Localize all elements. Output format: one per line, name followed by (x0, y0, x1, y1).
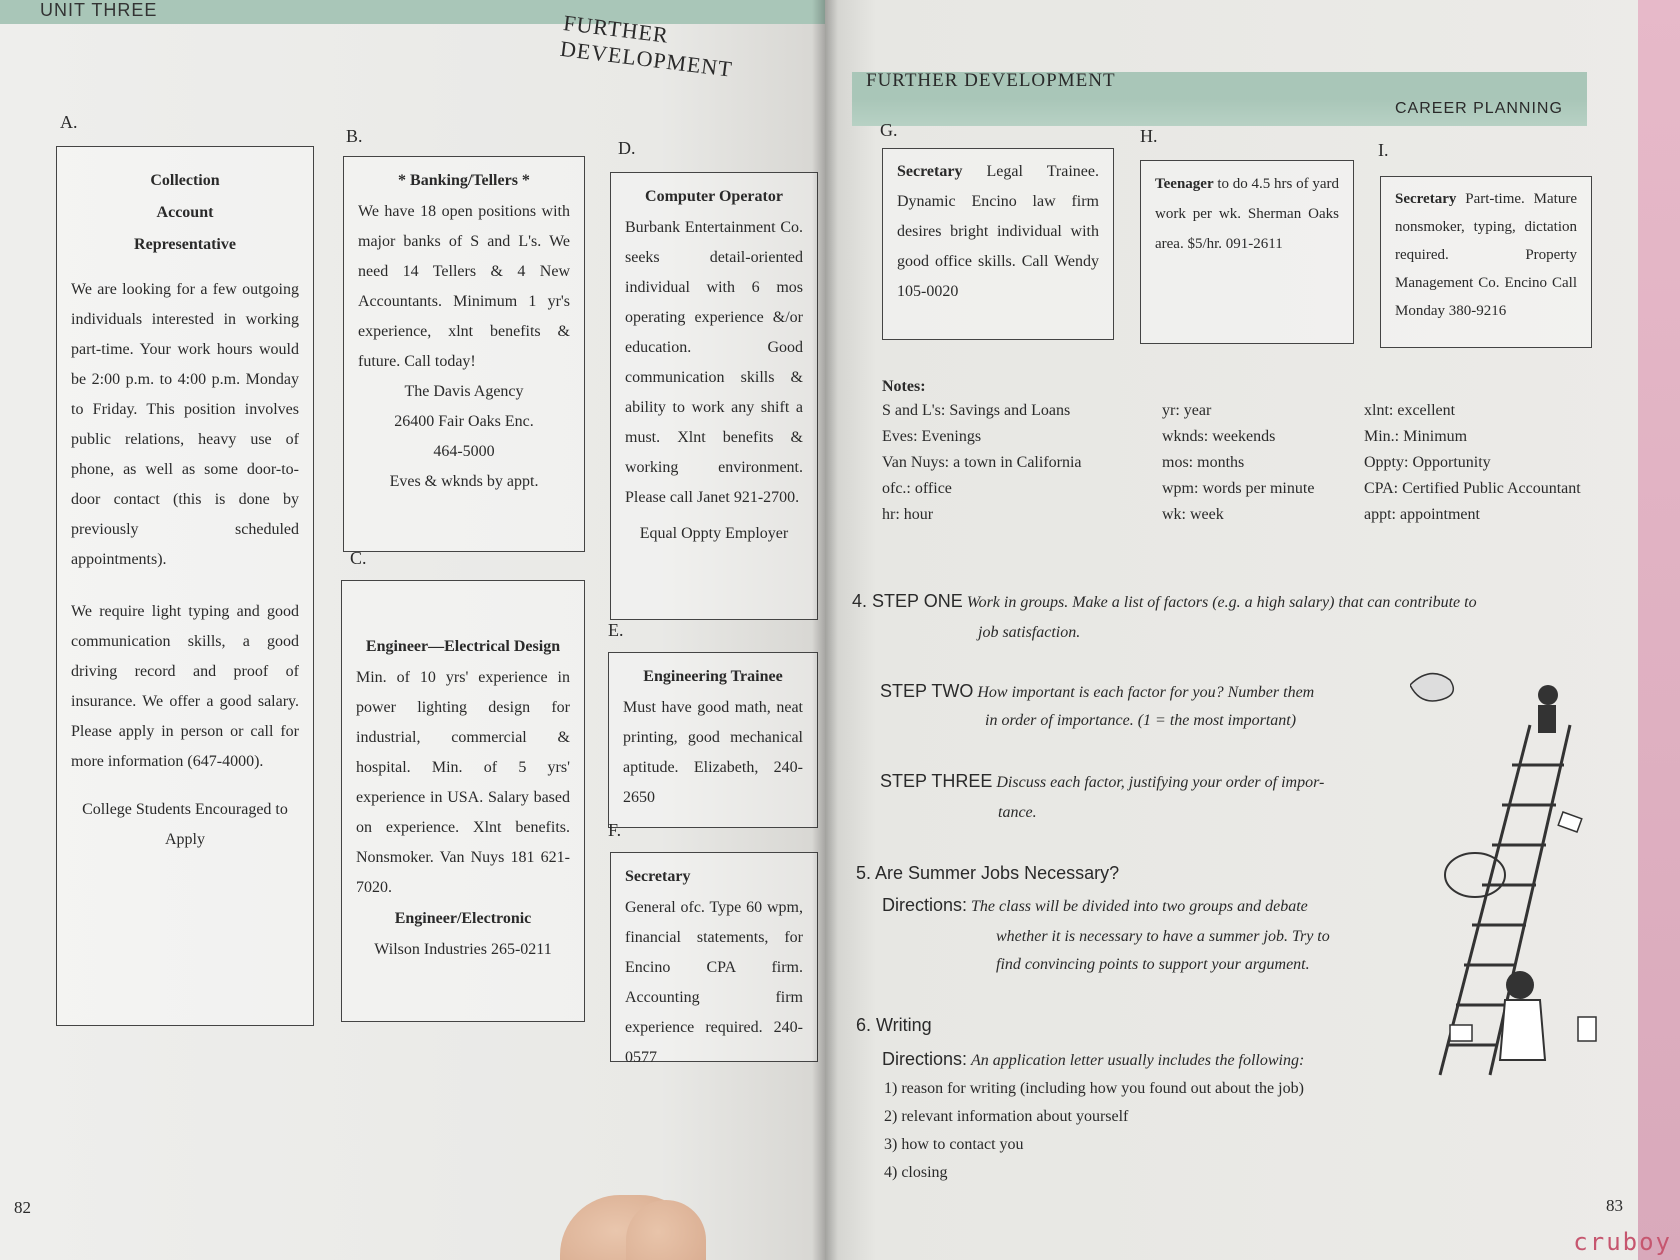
section-5-text1: The class will be divided into two groups and debate (971, 898, 1308, 915)
ad-a-head1: Collection (150, 172, 220, 189)
ad-d (610, 172, 818, 620)
note-item: wpm: words per minute (1162, 480, 1315, 497)
ad-a-head3: Representative (134, 236, 236, 253)
step-three-label: STEP THREE (880, 771, 993, 791)
note-item: hr: hour (882, 506, 934, 523)
section-title-left: FURTHER DEVELOPMENT (558, 10, 735, 82)
section-6-directions (882, 1044, 1402, 1076)
ad-letter-e: E. (608, 620, 624, 640)
ad-f (610, 852, 818, 1066)
ad-letter-g: G. (880, 120, 898, 140)
ad-a-footer: College Students Encouraged to Apply (82, 801, 288, 848)
ad-b-line2: 26400 Fair Oaks Enc. (394, 413, 534, 430)
step-two-label: STEP TWO (880, 681, 974, 701)
ad-a-body2: We require light typing and good communication skills, a good driving record and proof of insurance. We offer a good salary. Please apply in person or call for more information (647-4000). (71, 603, 299, 770)
section-6-item-3: 3) how to contact you (884, 1136, 1024, 1153)
note-item: appt: appointment (1364, 506, 1480, 523)
section-5-text3: find convincing points to support your argument. (996, 956, 1310, 973)
step-three (880, 766, 1400, 798)
ad-h (1140, 160, 1354, 344)
ad-d-footer: Equal Oppty Employer (639, 525, 789, 542)
ad-g-body: Legal Trainee. Dynamic Encino law firm desires bright individual with good office skills. Call Wendy 105-0020 (897, 163, 1099, 300)
note-item: wknds: weekends (1162, 428, 1276, 445)
ad-letter-i: I. (1378, 140, 1389, 160)
ad-b-body: We have 18 open positions with major banks of S and L's. We need 14 Tellers & 4 New Accountants. Minimum 1 yr's experience, xlnt benefits & future. Call today! (358, 203, 570, 370)
step-one (852, 586, 1592, 618)
section-6-label: Directions: (882, 1049, 968, 1069)
ladder-illustration (1410, 665, 1610, 1085)
ad-e (608, 652, 818, 828)
section-5-label: Directions: (882, 895, 968, 915)
ad-e-head: Engineering Trainee (643, 668, 783, 685)
ad-b (343, 156, 585, 552)
ad-h-head: Teenager (1155, 176, 1214, 192)
ad-letter-a: A. (60, 112, 78, 132)
ad-i-head: Secretary (1395, 191, 1457, 207)
note-item: Min.: Minimum (1364, 428, 1468, 445)
ad-i-body: Part-time. Mature nonsmoker, typing, dictation required. Property Management Co. Encino Call Monday 380-9216 (1395, 191, 1577, 319)
note-item: Van Nuys: a town in California (882, 454, 1082, 471)
ad-c-line: Wilson Industries 265-0211 (374, 941, 552, 958)
ad-b-line4: Eves & wknds by appt. (389, 473, 539, 490)
ad-b-line3: 464-5000 (433, 443, 495, 460)
note-item: ofc.: office (882, 480, 952, 497)
ad-a-body1: We are looking for a few outgoing individuals interested in working part-time. Your work hours would be 2:00 p.m. to 4:00 p.m. Monday to Friday. This position involves public relations, heavy use of phone, as well as some door-to-door contact (this is done by previously scheduled appointments). (71, 281, 299, 568)
step-two-text2: in order of importance. (1 = the most important) (985, 712, 1297, 729)
page-number-left: 82 (14, 1198, 31, 1217)
left-page (0, 0, 825, 1260)
ad-g-head: Secretary (897, 163, 963, 180)
watermark: cruboy (1573, 1228, 1672, 1256)
note-item: CPA: Certified Public Accountant (1364, 480, 1581, 497)
step-three-text1: Discuss each factor, justifying your order of impor- (996, 774, 1325, 791)
note-item: Eves: Evenings (882, 428, 982, 445)
step-one-label: 4. STEP ONE (852, 591, 963, 611)
subsection-title: CAREER PLANNING (1395, 100, 1563, 117)
note-item: mos: months (1162, 454, 1245, 471)
ad-c-body: Min. of 10 yrs' experience in power lighting design for industrial, commercial & hospital. Min. of 5 yrs' experience in USA. Salary based on experience. Xlnt benefits. Nonsmoker. Van Nuys 181 621-7020. (356, 669, 570, 896)
ad-c (341, 580, 585, 1022)
section-6-item-2: 2) relevant information about yourself (884, 1108, 1129, 1125)
ad-c-head: Engineer—Electrical Design (365, 638, 561, 655)
section-5-title: 5. Are Summer Jobs Necessary? (856, 863, 1120, 883)
notes-section (882, 378, 1604, 524)
ad-letter-h: H. (1140, 126, 1158, 146)
note-item: wk: week (1162, 506, 1224, 523)
ad-a (56, 146, 314, 1026)
ad-f-body: General ofc. Type 60 wpm, financial statements, for Encino CPA firm. Accounting firm experience required. 240-0577 (625, 899, 803, 1066)
step-one-text1: Work in groups. Make a list of factors (e.g. a high salary) that can contribute to (966, 594, 1477, 611)
ad-d-body: Burbank Entertainment Co. seeks detail-oriented individual with 6 mos operating experience &/or education. Good communication skills & ability to work any shift a must. Xlnt benefits & working environment. Please call Janet 921-2700. (625, 219, 803, 506)
ad-letter-c: C. (350, 548, 367, 568)
book-spine (812, 0, 838, 1260)
ad-e-body: Must have good math, neat printing, good mechanical aptitude. Elizabeth, 240-2650 (623, 699, 803, 806)
notes-grid (882, 402, 1604, 524)
section-6-item-1: 1) reason for writing (including how you found out about the job) (884, 1080, 1304, 1097)
step-two (880, 676, 1400, 708)
ad-i (1380, 176, 1592, 348)
background-strip (1638, 0, 1680, 1260)
ad-a-head2: Account (156, 204, 214, 221)
section-6-text1: An application letter usually includes the following: (971, 1052, 1305, 1069)
ad-letter-f: F. (608, 820, 622, 840)
note-item: yr: year (1162, 402, 1212, 419)
step-three-text2: tance. (998, 804, 1037, 821)
ad-h-body: to do 4.5 hrs of yard work per wk. Sherman Oaks area. $5/hr. 091-2611 (1155, 176, 1340, 252)
note-item: Oppty: Opportunity (1364, 454, 1491, 471)
ad-c-head2: Engineer/Electronic (394, 910, 532, 927)
ad-f-head: Secretary (625, 868, 691, 885)
ad-letter-d: D. (618, 138, 636, 158)
ad-g (882, 148, 1114, 340)
section-5-text2: whether it is necessary to have a summer job. Try to (996, 928, 1330, 945)
step-one-text2: job satisfaction. (978, 624, 1081, 641)
note-item: S and L's: Savings and Loans (882, 402, 1071, 419)
section-6-title: 6. Writing (856, 1015, 932, 1035)
ad-b-head: * Banking/Tellers * (398, 172, 530, 189)
section-6-item-4: 4) closing (884, 1164, 948, 1181)
step-two-text1: How important is each factor for you? Number them (977, 684, 1315, 701)
ad-d-head: Computer Operator (645, 188, 783, 205)
unit-label: UNIT THREE (40, 0, 158, 20)
note-item: xlnt: excellent (1364, 402, 1456, 419)
page-number-right: 83 (1606, 1196, 1623, 1215)
notes-title: Notes: (882, 378, 926, 395)
section-title-right: FURTHER DEVELOPMENT (866, 70, 1116, 91)
ad-letter-b: B. (346, 126, 363, 146)
ad-b-line1: The Davis Agency (404, 383, 524, 400)
section-5-directions (882, 890, 1402, 922)
